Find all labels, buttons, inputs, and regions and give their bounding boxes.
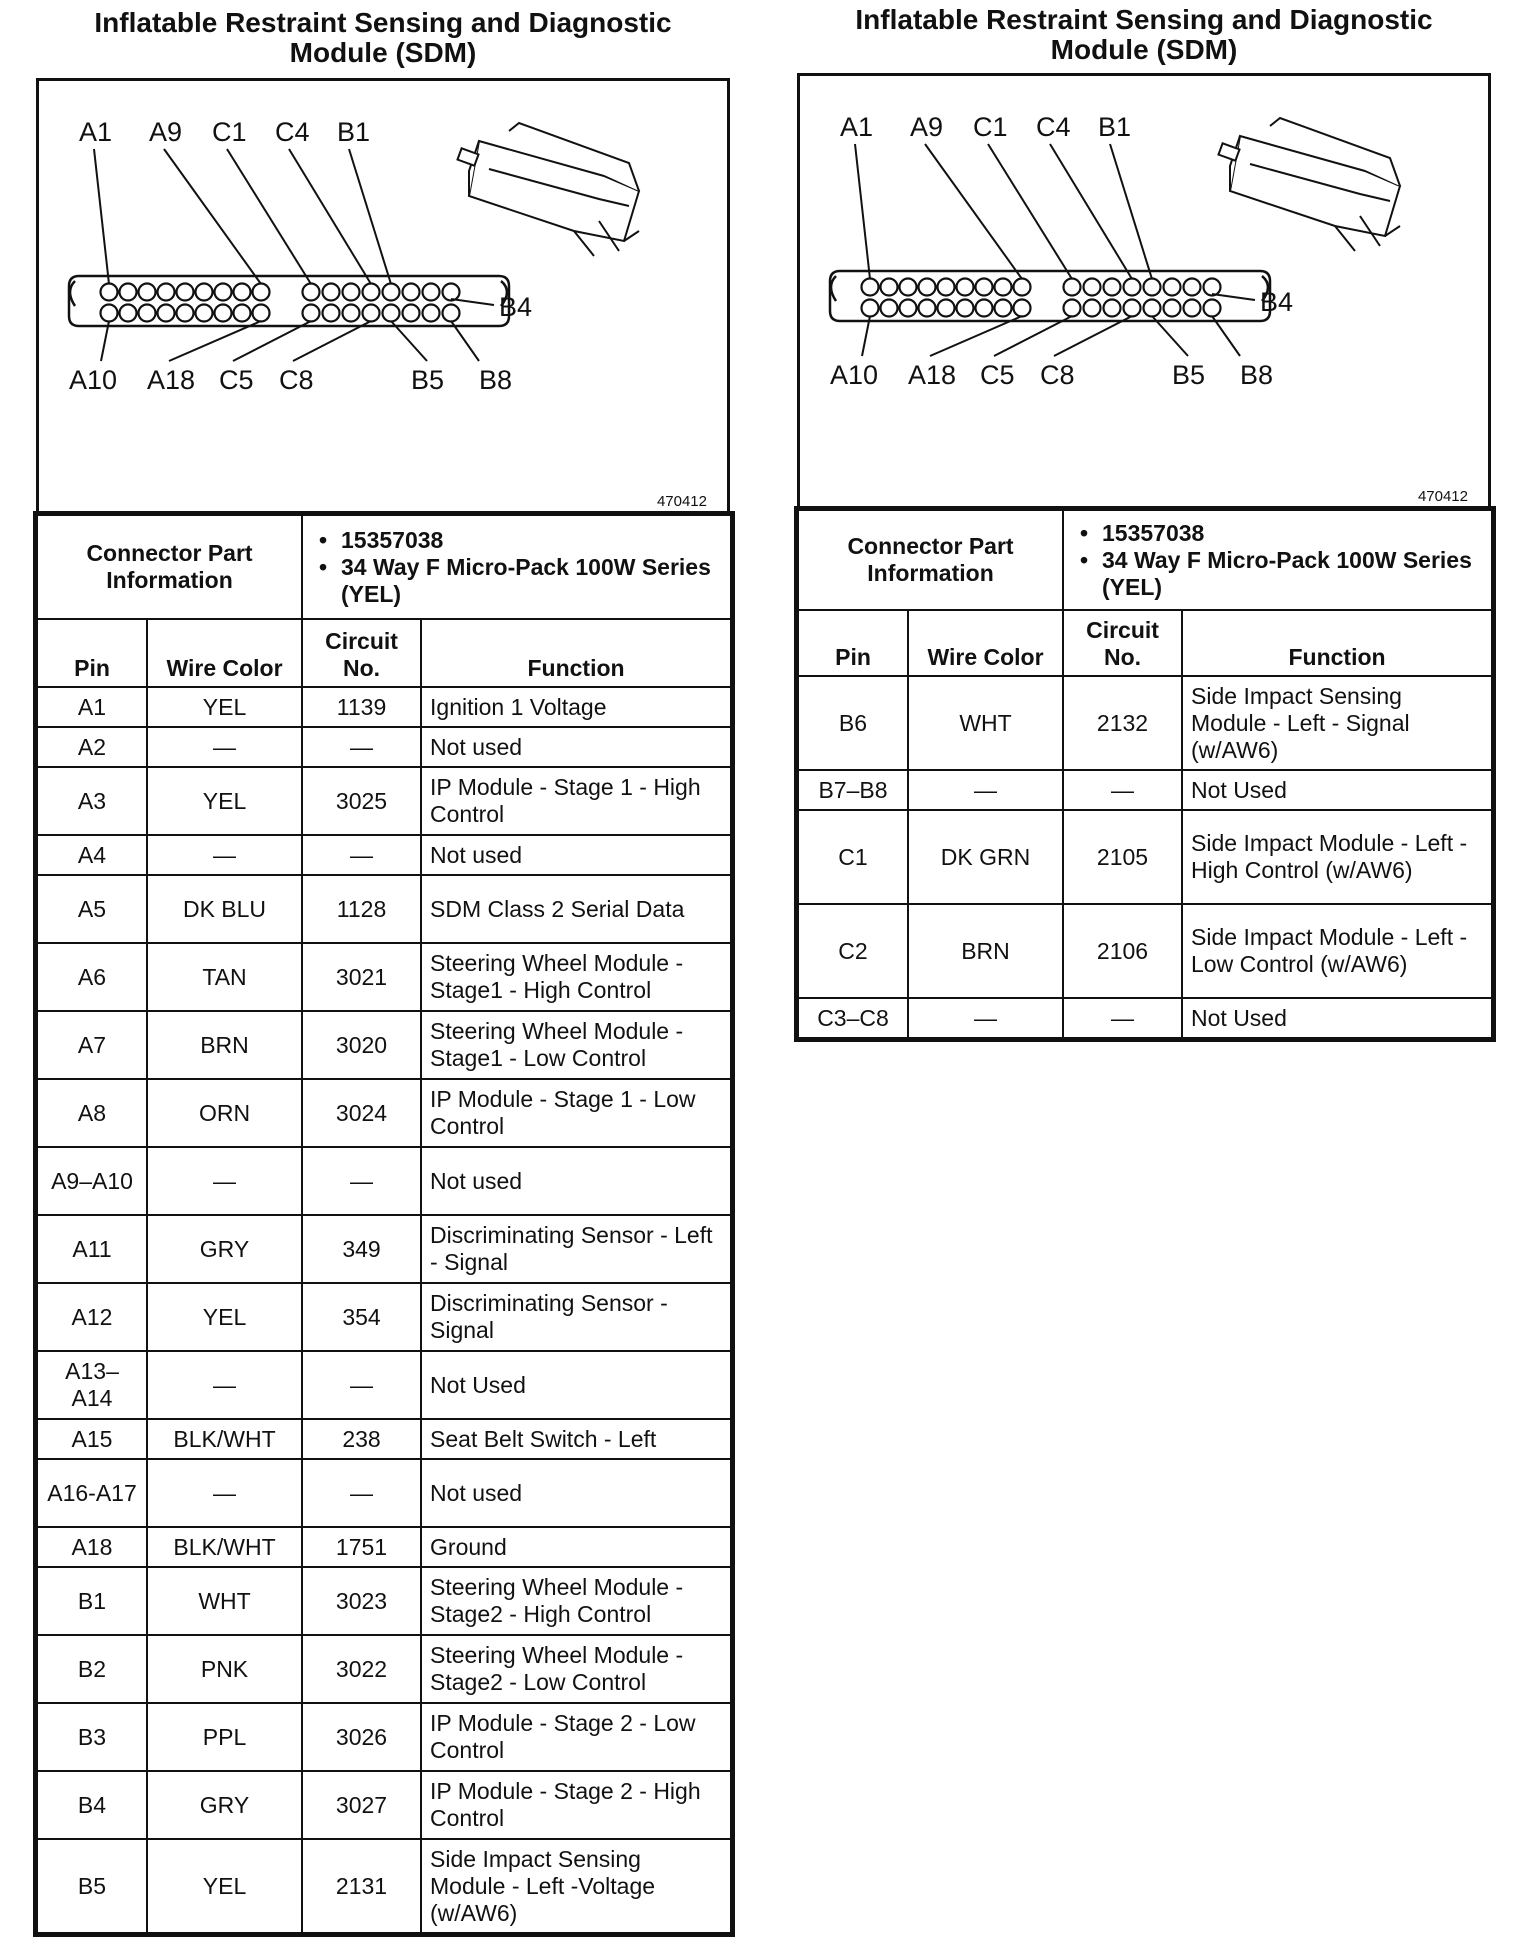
- pin-label-b5: B5: [1172, 360, 1206, 390]
- header-pin: Pin: [37, 619, 147, 687]
- pin-cell: B6: [798, 676, 908, 770]
- pinout-table: [797, 509, 1493, 1039]
- table-row: [37, 1419, 731, 1459]
- wire-color-cell: —: [147, 727, 302, 767]
- pin-label-b1: B1: [1098, 112, 1132, 142]
- circuit-cell: 2131: [302, 1839, 421, 1933]
- pin-cell: A9–A10: [37, 1147, 147, 1215]
- figure-number: 470412: [656, 493, 707, 510]
- connector-part-label: Connector Part Information: [37, 515, 302, 619]
- pin-label-b1: B1: [337, 117, 371, 147]
- wire-color-cell: GRY: [147, 1215, 302, 1283]
- function-cell: Not Used: [1182, 770, 1492, 810]
- leader-lines: [855, 144, 1255, 356]
- wire-color-cell: BLK/WHT: [147, 1527, 302, 1567]
- wire-color-cell: DK BLU: [147, 875, 302, 943]
- pin-cell: A4: [37, 835, 147, 875]
- pin-label-c5: C5: [219, 365, 254, 395]
- pin-label-c4: C4: [1036, 112, 1071, 142]
- pin-cell: A12: [37, 1283, 147, 1351]
- pin-cell: A13–A14: [37, 1351, 147, 1419]
- pinout-table: [36, 514, 732, 1934]
- circuit-cell: 2105: [1063, 810, 1182, 904]
- function-cell: IP Module - Stage 2 - High Control: [421, 1771, 731, 1839]
- circuit-cell: —: [302, 727, 421, 767]
- table-row: [37, 1567, 731, 1635]
- function-cell: Not Used: [421, 1351, 731, 1419]
- circuit-cell: 238: [302, 1419, 421, 1459]
- wire-color-cell: —: [147, 1147, 302, 1215]
- table-row: [798, 810, 1492, 904]
- connector-info-row: [37, 515, 731, 619]
- pin-label-a9: A9: [149, 117, 183, 147]
- wire-color-cell: PPL: [147, 1703, 302, 1771]
- pin-label-a18: A18: [147, 365, 196, 395]
- circuit-cell: 3020: [302, 1011, 421, 1079]
- function-cell: Side Impact Module - Left - Low Control (w/AW6): [1182, 904, 1492, 998]
- pin-label-b5: B5: [411, 365, 445, 395]
- function-cell: Not Used: [1182, 998, 1492, 1038]
- pin-cell: A6: [37, 943, 147, 1011]
- circuit-cell: —: [302, 1459, 421, 1527]
- table-row: [37, 1771, 731, 1839]
- table-row: [37, 943, 731, 1011]
- wire-color-cell: GRY: [147, 1771, 302, 1839]
- connector-perspective: [457, 123, 639, 256]
- function-cell: IP Module - Stage 1 - High Control: [421, 767, 731, 835]
- function-cell: Discriminating Sensor - Left - Signal: [421, 1215, 731, 1283]
- header-row: [37, 619, 731, 687]
- wire-color-cell: WHT: [908, 676, 1063, 770]
- table-row: [37, 875, 731, 943]
- circuit-cell: 3021: [302, 943, 421, 1011]
- function-cell: SDM Class 2 Serial Data: [421, 875, 731, 943]
- figure-number: 470412: [1417, 488, 1468, 505]
- circuit-cell: 3023: [302, 1567, 421, 1635]
- table-row: [37, 1283, 731, 1351]
- pin-label-c8: C8: [279, 365, 314, 395]
- table-row: [37, 1351, 731, 1419]
- table-row: [798, 904, 1492, 998]
- connector-end-left: [70, 281, 75, 306]
- table-row: [37, 1079, 731, 1147]
- panel-right: [797, 4, 1491, 1031]
- circuit-cell: 1139: [302, 687, 421, 727]
- function-cell: Side Impact Sensing Module - Left -Voltage (w/AW6): [421, 1839, 731, 1933]
- circuit-cell: 354: [302, 1283, 421, 1351]
- table-row: [798, 998, 1492, 1038]
- connector-part-number: • 15357038: [313, 527, 720, 554]
- header-pin: Pin: [798, 610, 908, 676]
- wire-color-cell: TAN: [147, 943, 302, 1011]
- table-row: [798, 676, 1492, 770]
- pin-cell: A1: [37, 687, 147, 727]
- pin-cell: A3: [37, 767, 147, 835]
- wire-color-cell: YEL: [147, 767, 302, 835]
- pin-cell: A15: [37, 1419, 147, 1459]
- circuit-cell: 3022: [302, 1635, 421, 1703]
- panel-title: Inflatable Restraint Sensing and Diagnostic Module (SDM): [94, 7, 672, 68]
- table-row: [37, 1011, 731, 1079]
- table-row: [37, 1147, 731, 1215]
- function-cell: Steering Wheel Module - Stage2 - Low Control: [421, 1635, 731, 1703]
- circuit-cell: 3024: [302, 1079, 421, 1147]
- pin-cell: A2: [37, 727, 147, 767]
- wire-color-cell: BLK/WHT: [147, 1419, 302, 1459]
- connector-part-label: Connector Part Information: [798, 510, 1063, 610]
- pin-label-c8: C8: [1040, 360, 1075, 390]
- pin-label-c4: C4: [275, 117, 310, 147]
- function-cell: Side Impact Sensing Module - Left - Signal (w/AW6): [1182, 676, 1492, 770]
- function-cell: Ignition 1 Voltage: [421, 687, 731, 727]
- function-cell: Steering Wheel Module - Stage1 - High Control: [421, 943, 731, 1011]
- wire-color-cell: BRN: [908, 904, 1063, 998]
- header-circuit: Circuit No.: [1063, 610, 1182, 676]
- pin-holes: [862, 279, 1221, 317]
- function-cell: Side Impact Module - Left - High Control (w/AW6): [1182, 810, 1492, 904]
- wire-color-cell: —: [147, 1459, 302, 1527]
- function-cell: Not used: [421, 727, 731, 767]
- table-row: [37, 1459, 731, 1527]
- pin-label-a10: A10: [830, 360, 879, 390]
- connector-perspective: [1218, 118, 1400, 251]
- pin-label-b4: B4: [1260, 287, 1294, 317]
- connector-description: • 34 Way F Micro-Pack 100W Series (YEL): [1074, 547, 1481, 601]
- wire-color-cell: ORN: [147, 1079, 302, 1147]
- circuit-cell: —: [302, 1147, 421, 1215]
- function-cell: Discriminating Sensor - Signal: [421, 1283, 731, 1351]
- function-cell: Ground: [421, 1527, 731, 1567]
- pin-cell: B4: [37, 1771, 147, 1839]
- pin-cell: C2: [798, 904, 908, 998]
- function-cell: IP Module - Stage 2 - Low Control: [421, 1703, 731, 1771]
- pin-cell: B7–B8: [798, 770, 908, 810]
- header-function: Function: [421, 619, 731, 687]
- pinout-rows: [798, 676, 1492, 1038]
- connector-part-info: [1063, 510, 1492, 610]
- function-cell: Steering Wheel Module - Stage1 - Low Control: [421, 1011, 731, 1079]
- connector-drawing: [39, 81, 727, 511]
- table-row: [37, 1703, 731, 1771]
- pin-label-a9: A9: [910, 112, 944, 142]
- function-cell: Not used: [421, 1459, 731, 1527]
- pin-label-b8: B8: [1240, 360, 1274, 390]
- function-cell: IP Module - Stage 1 - Low Control: [421, 1079, 731, 1147]
- pin-label-b8: B8: [479, 365, 513, 395]
- pin-cell: A5: [37, 875, 147, 943]
- connector-part-info: [302, 515, 731, 619]
- circuit-cell: 1751: [302, 1527, 421, 1567]
- circuit-cell: 1128: [302, 875, 421, 943]
- table-row: [37, 727, 731, 767]
- circuit-cell: 3025: [302, 767, 421, 835]
- wire-color-cell: —: [908, 770, 1063, 810]
- wire-color-cell: —: [147, 1351, 302, 1419]
- table-row: [37, 835, 731, 875]
- connector-info-row: [798, 510, 1492, 610]
- pin-cell: A11: [37, 1215, 147, 1283]
- pin-cell: A7: [37, 1011, 147, 1079]
- pin-cell: B3: [37, 1703, 147, 1771]
- table-row: [798, 770, 1492, 810]
- function-cell: Not used: [421, 1147, 731, 1215]
- connector-diagram: [36, 78, 730, 514]
- pin-label-a1: A1: [79, 117, 113, 147]
- wire-color-cell: YEL: [147, 1283, 302, 1351]
- circuit-cell: 3026: [302, 1703, 421, 1771]
- wire-color-cell: BRN: [147, 1011, 302, 1079]
- circuit-cell: —: [302, 1351, 421, 1419]
- wire-color-cell: PNK: [147, 1635, 302, 1703]
- wire-color-cell: DK GRN: [908, 810, 1063, 904]
- pin-cell: A8: [37, 1079, 147, 1147]
- pin-cell: A16-A17: [37, 1459, 147, 1527]
- pin-label-c1: C1: [973, 112, 1008, 142]
- pin-label-c1: C1: [212, 117, 247, 147]
- function-cell: Not used: [421, 835, 731, 875]
- wire-color-cell: —: [908, 998, 1063, 1038]
- table-row: [37, 1527, 731, 1567]
- circuit-cell: —: [1063, 998, 1182, 1038]
- pin-label-a10: A10: [69, 365, 118, 395]
- circuit-cell: 2132: [1063, 676, 1182, 770]
- table-row: [37, 1839, 731, 1933]
- header-circuit: Circuit No.: [302, 619, 421, 687]
- connector-end-left: [831, 276, 836, 301]
- circuit-cell: 3027: [302, 1771, 421, 1839]
- table-row: [37, 767, 731, 835]
- wire-color-cell: —: [147, 835, 302, 875]
- header-wire-color: Wire Color: [908, 610, 1063, 676]
- connector-part-number: • 15357038: [1074, 520, 1481, 547]
- header-row: [798, 610, 1492, 676]
- pin-cell: B1: [37, 1567, 147, 1635]
- connector-drawing: [800, 76, 1488, 506]
- connector-diagram: [797, 73, 1491, 509]
- header-function: Function: [1182, 610, 1492, 676]
- connector-description: • 34 Way F Micro-Pack 100W Series (YEL): [313, 554, 720, 608]
- pin-cell: C3–C8: [798, 998, 908, 1038]
- wire-color-cell: YEL: [147, 1839, 302, 1933]
- pin-label-a18: A18: [908, 360, 957, 390]
- pin-cell: A18: [37, 1527, 147, 1567]
- leader-lines: [94, 149, 494, 361]
- pin-cell: B5: [37, 1839, 147, 1933]
- table-row: [37, 1215, 731, 1283]
- pin-label-b4: B4: [499, 292, 533, 322]
- table-row: [37, 687, 731, 727]
- wire-color-cell: YEL: [147, 687, 302, 727]
- table-row: [37, 1635, 731, 1703]
- pin-label-c5: C5: [980, 360, 1015, 390]
- circuit-cell: 2106: [1063, 904, 1182, 998]
- pin-holes: [101, 284, 460, 322]
- circuit-cell: —: [1063, 770, 1182, 810]
- panel-left: [36, 7, 730, 1926]
- circuit-cell: 349: [302, 1215, 421, 1283]
- pin-cell: C1: [798, 810, 908, 904]
- panel-title: Inflatable Restraint Sensing and Diagnostic Module (SDM): [855, 4, 1433, 65]
- pinout-rows: [37, 687, 731, 1933]
- function-cell: Seat Belt Switch - Left: [421, 1419, 731, 1459]
- function-cell: Steering Wheel Module - Stage2 - High Control: [421, 1567, 731, 1635]
- pin-label-a1: A1: [840, 112, 874, 142]
- circuit-cell: —: [302, 835, 421, 875]
- header-wire-color: Wire Color: [147, 619, 302, 687]
- wire-color-cell: WHT: [147, 1567, 302, 1635]
- pin-cell: B2: [37, 1635, 147, 1703]
